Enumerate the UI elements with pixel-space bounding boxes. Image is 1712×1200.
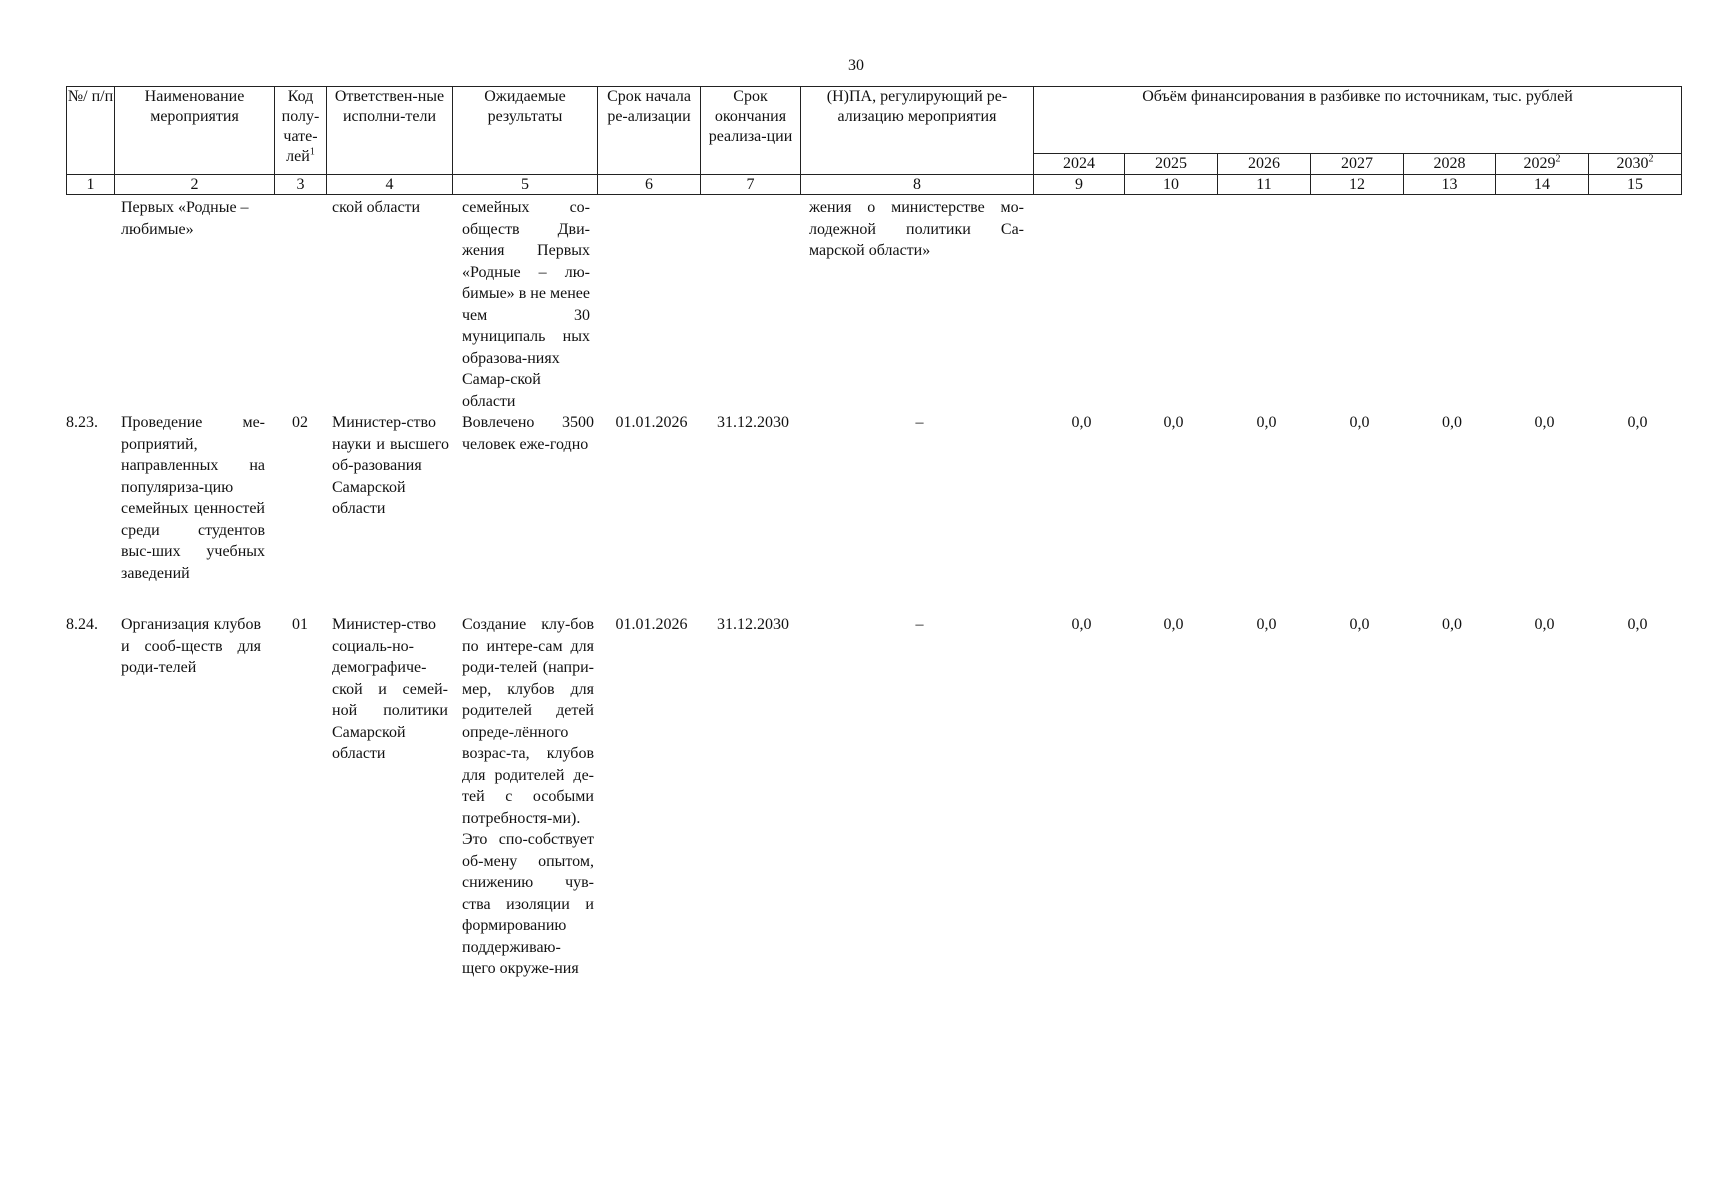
continuation-name: Первых «Родные – любимые»	[121, 199, 249, 238]
header-year: 2030$^2$	[1589, 154, 1682, 175]
row-end-date: 31.12.2030	[717, 616, 789, 633]
row-funding-2028: 0,0	[1442, 616, 1462, 633]
row-results: Вовлечено 3500 человек еже-годно	[462, 414, 594, 453]
column-index: 7	[701, 175, 801, 195]
column-index: 13	[1404, 175, 1496, 195]
column-index: 1	[67, 175, 115, 195]
column-index: 4	[327, 175, 453, 195]
row-funding-2029: 0,0	[1534, 616, 1555, 633]
row-funding-2024: 0,0	[1071, 414, 1092, 431]
header-npa: (Н)ПА, регулирующий ре-ализацию мероприятия	[801, 87, 1034, 175]
row-results: Создание клу-бов по интере-сам для роди-телей (напри-мер, клубов для родителей детей опреде-лённого возрас-та, клубов для родителей де-тей с особыми потребностя-ми). Это спо-собствует об-мену опытом, снижению чув-ства изоляции и формированию поддерживаю-щего окруже-ния	[462, 616, 594, 977]
column-index: 3	[275, 175, 327, 195]
row-funding-2024: 0,0	[1071, 616, 1092, 633]
header-year: 2024	[1034, 154, 1125, 175]
column-index: 14	[1496, 175, 1589, 195]
header-no: №/ п/п	[67, 87, 115, 175]
row-npa: –	[915, 414, 924, 431]
continuation-npa: жения о министерстве мо-лодежной политики Са-марской области»	[809, 199, 1024, 259]
column-index: 5	[453, 175, 598, 195]
header-responsible: Ответствен-ные исполни-тели	[327, 87, 453, 175]
column-index: 6	[598, 175, 701, 195]
column-index: 11	[1218, 175, 1311, 195]
column-index: 8	[801, 175, 1034, 195]
row-funding-2027: 0,0	[1349, 414, 1370, 431]
header-year: 2026	[1218, 154, 1311, 175]
header-results: Ожидаемые результаты	[453, 87, 598, 175]
row-funding-2030: 0,0	[1627, 414, 1648, 431]
header-year: 2025	[1125, 154, 1218, 175]
column-index: 12	[1311, 175, 1404, 195]
row-funding-2027: 0,0	[1349, 616, 1370, 633]
header-name: Наименование мероприятия	[115, 87, 275, 175]
row-funding-2025: 0,0	[1163, 616, 1184, 633]
row-start-date: 01.01.2026	[615, 616, 688, 633]
row-funding-2026: 0,0	[1256, 616, 1277, 633]
column-index: 9	[1034, 175, 1125, 195]
column-index: 2	[115, 175, 275, 195]
row-funding-2029: 0,0	[1534, 414, 1555, 431]
row-number: 8.23.	[66, 414, 98, 431]
continuation-responsible: ской области	[332, 199, 421, 216]
header-year: 2027	[1311, 154, 1404, 175]
header-year: 2028	[1404, 154, 1496, 175]
row-funding-2030: 0,0	[1627, 616, 1648, 633]
header-year: 2029$^2$	[1496, 154, 1589, 175]
row-code: 02	[292, 414, 308, 431]
row-number: 8.24.	[66, 616, 98, 633]
page-number: 30	[848, 57, 864, 74]
column-index: 10	[1125, 175, 1218, 195]
row-responsible: Министер-ство науки и высшего об-разования Самарской области	[332, 414, 449, 517]
row-end-date: 31.12.2030	[717, 414, 789, 431]
table-row	[66, 412, 1683, 614]
row-code: 01	[292, 616, 308, 633]
header-end: Срок окончания реализа-ции	[701, 87, 801, 175]
row-npa: –	[915, 616, 924, 633]
header-code: Код полу-чате-лей$^1$	[275, 87, 327, 175]
row-name: Организация клубов и сооб-ществ для роди-телей	[121, 616, 261, 676]
continuation-results: семейных со-обществ Дви-жения Первых «Родные – лю-бимые» в не менее чем 30 муниципаль ных образова-ниях Самар-ской области	[462, 199, 590, 410]
row-funding-2026: 0,0	[1256, 414, 1277, 431]
header-start: Срок начала ре-ализации	[598, 87, 701, 175]
row-name: Проведение ме-роприятий, направленных на популяриза-цию семейных ценностей среди студентов выс-ших учебных заведений	[121, 414, 265, 582]
table-header	[66, 86, 1682, 195]
row-funding-2028: 0,0	[1442, 414, 1462, 431]
row-responsible: Министер-ство социаль-но-демографиче-ской и семей-ной политики Самарской области	[332, 616, 448, 762]
table-body	[66, 197, 1683, 1064]
row-funding-2025: 0,0	[1163, 414, 1184, 431]
column-index: 15	[1589, 175, 1682, 195]
table-row-continuation	[66, 197, 1683, 412]
table-row	[66, 614, 1683, 1064]
row-start-date: 01.01.2026	[615, 414, 688, 431]
header-funding: Объём финансирования в разбивке по источникам, тыс. рублей	[1034, 87, 1682, 154]
